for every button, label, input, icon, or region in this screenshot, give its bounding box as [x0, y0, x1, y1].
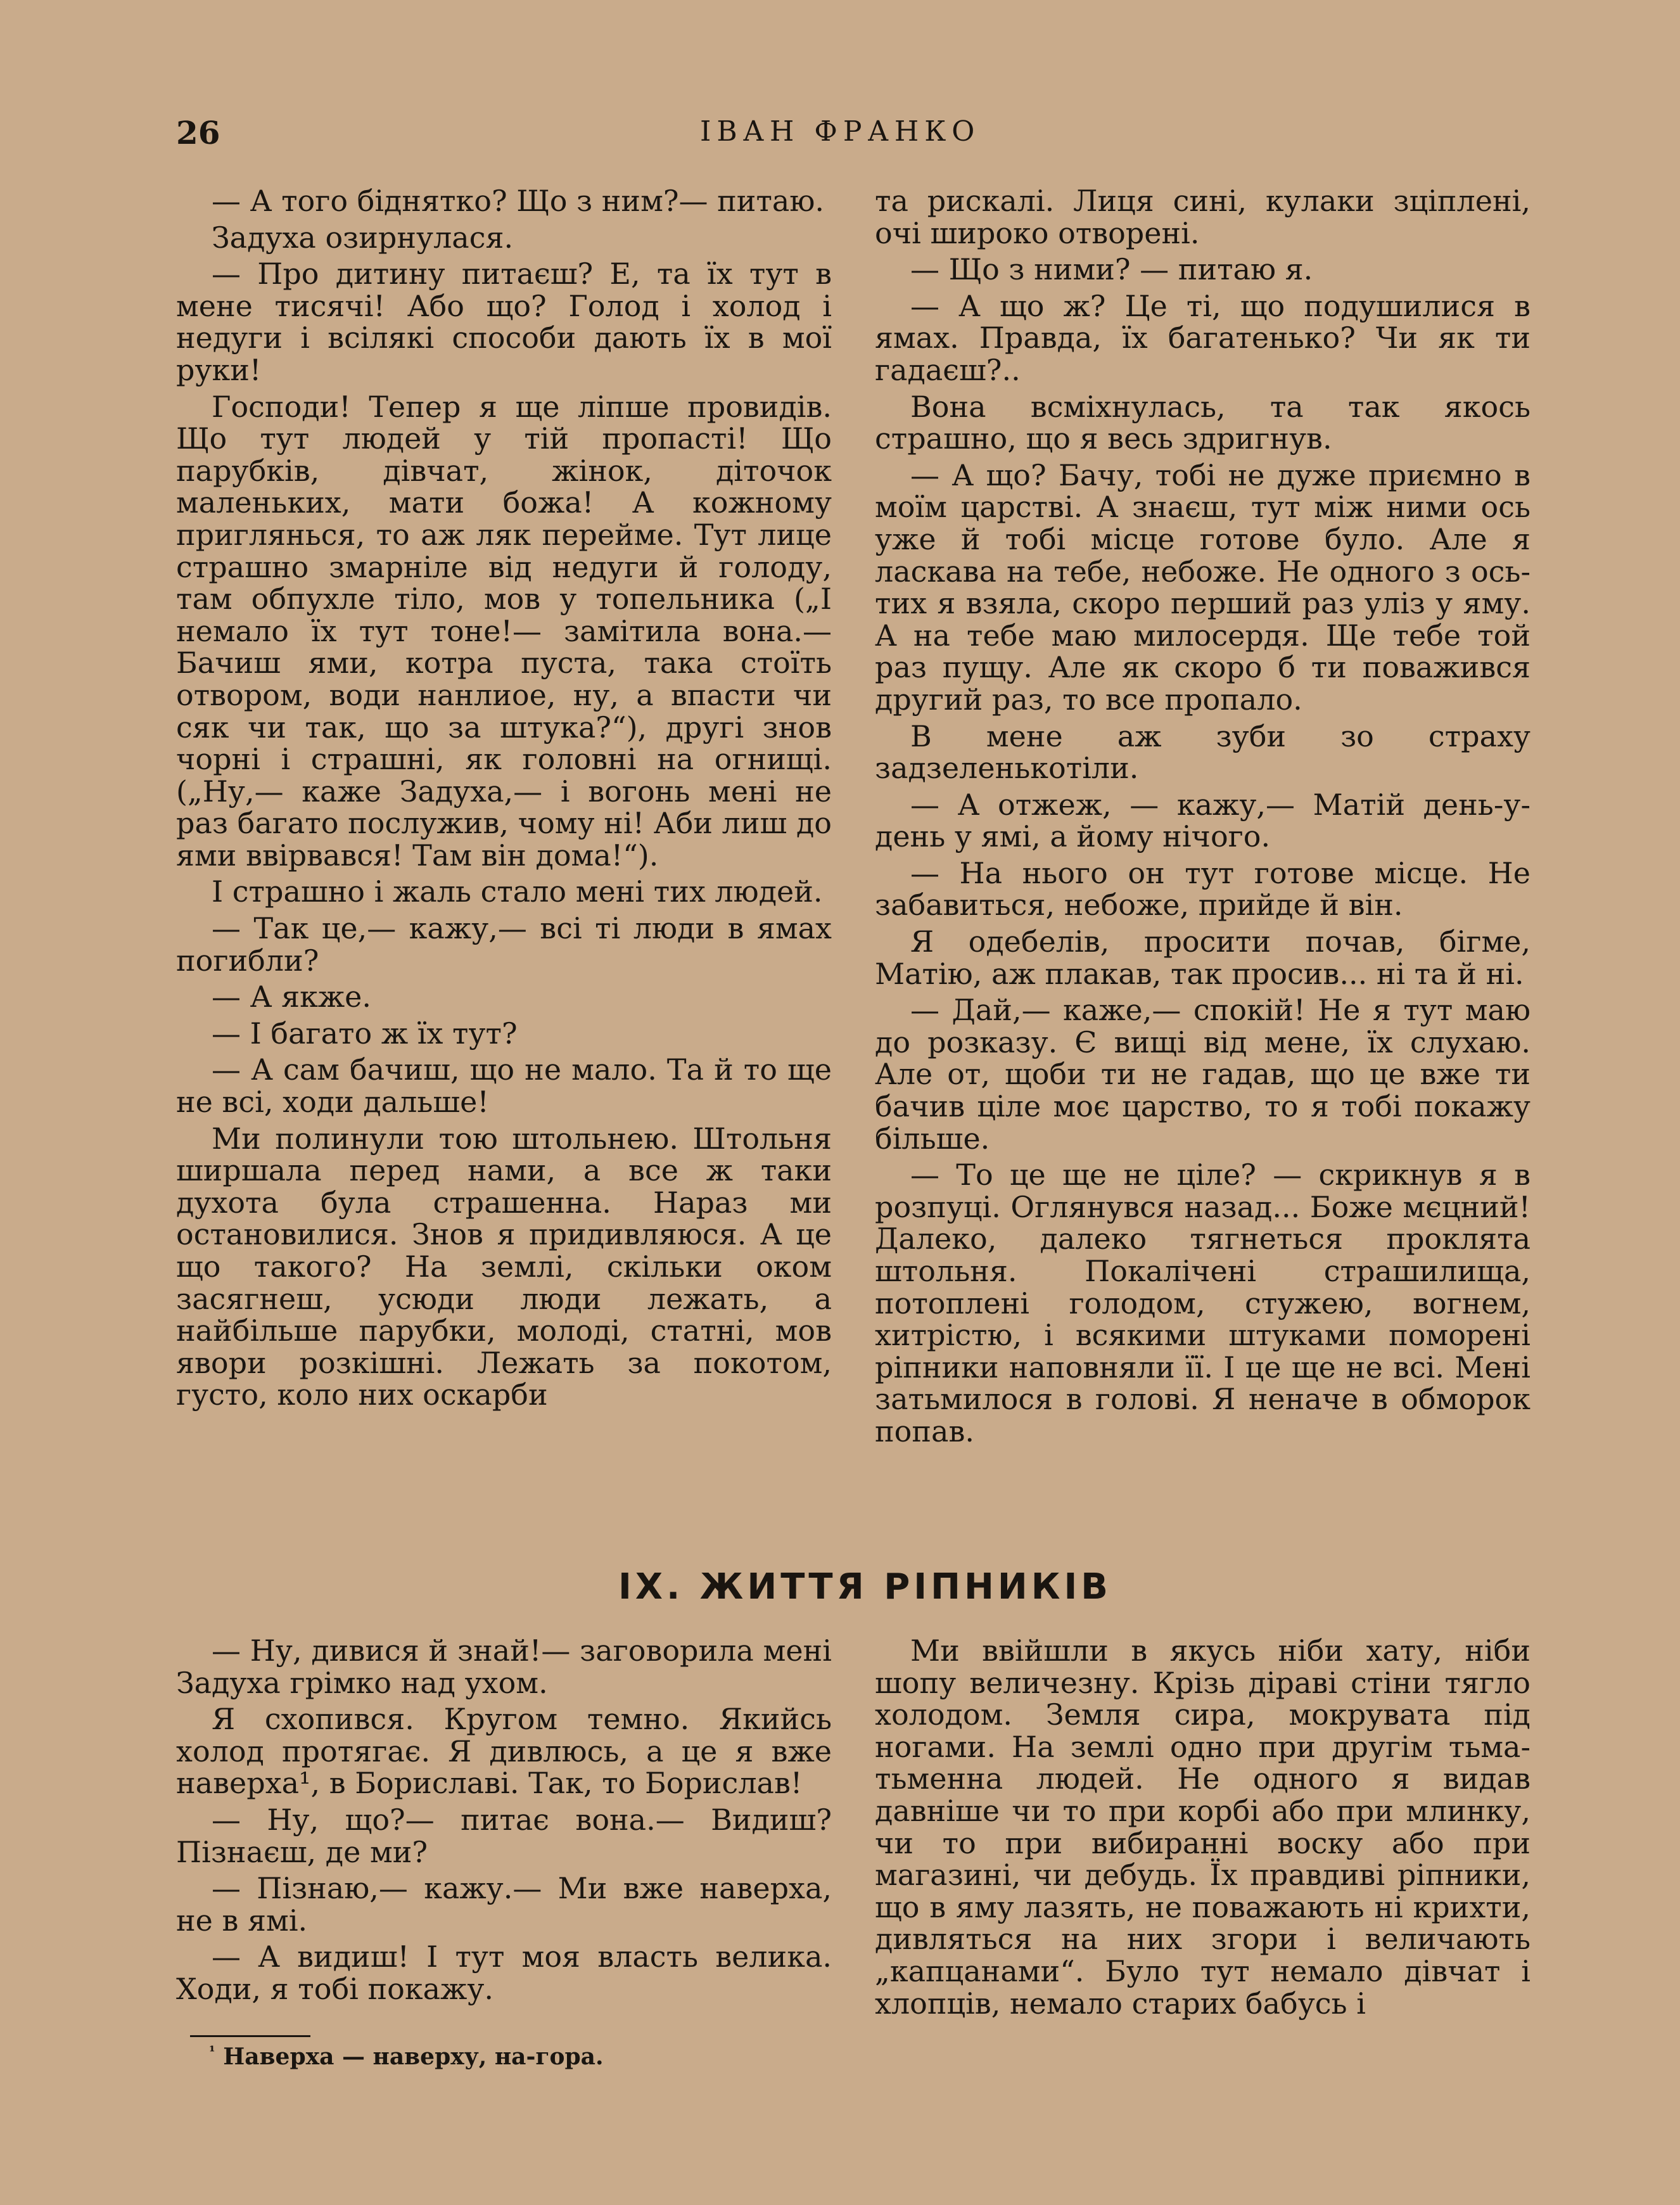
- paragraph: — А якже.: [212, 980, 372, 1014]
- paragraph: — І багато ж їх тут?: [212, 1016, 518, 1051]
- paragraph: І страшно і жаль стало мені тих людей.: [212, 874, 823, 909]
- paragraph: та рискалі. Лиця сині, кулаки зціплені, очі широко отворені.: [875, 184, 1530, 250]
- footnote-marker: ¹: [209, 2043, 215, 2060]
- paragraph: Вона всміхнулась, та так якось страшно, що я весь здригнув.: [875, 389, 1530, 456]
- paragraph: — А того біднятко? Що з ним?— питаю.: [212, 184, 824, 218]
- running-head: ІВАН ФРАНКО: [700, 115, 981, 148]
- paragraph: — А що? Бачу, тобі не дуже приємно в моїм царстві. А знаєш, тут між ними ось уже й тобі місце готове було. Але я ласкава на тебе, небоже. Не одного з ось-тих я взяла, скоро перший раз уліз у яму. А на тебе маю милосердя. Ще тебе той раз пущу. Але як скоро б ти поважився другий раз, то все пропало.: [875, 457, 1530, 717]
- footnote-text: Наверха — наверху, на-гора.: [223, 2043, 604, 2070]
- footnote-rule: [190, 2035, 310, 2037]
- paragraph: — Ну, що?— питає вона.— Видиш? Пізнаєш, де ми?: [176, 1802, 832, 1869]
- paragraph: — А видиш! І тут моя власть велика. Ходи, я тобі покажу.: [176, 1940, 832, 2006]
- paragraph: — Про дитину питаєш? Е, та їх тут в мене тисячі! Або що? Голод і холод і недуги і всілякі способи дають їх в мої руки!: [176, 257, 832, 387]
- column-top-right: [875, 185, 1530, 1452]
- column-bottom-left: [176, 1635, 832, 2010]
- paragraph: Господи! Тепер я ще ліпше провидів. Що тут людей у тій пропасті! Що парубків, дівчат, жінок, діточок маленьких, мати божа! А кожному приглянься, то аж ляк перейме. Тут лице страшно змарніле від недуги й голоду, там обпухле тіло, мов у топельника („І немало їх тут тоне!— замітила вона.— Бачиш ями, котра пуста, така стоїть отвором, води нанлиое, ну, а впасти чи сяк чи так, що за штука?“), другі знов чорні і страшні, як головні на огнищі. („Ну,— каже Задуха,— і вогонь мені не раз багато послужив, чому ні! Аби лиш до ями ввірвався! Там він дома!“).: [176, 389, 832, 872]
- page-number: 26: [176, 114, 220, 151]
- footnote: [209, 2038, 604, 2071]
- paragraph: Ми полинули тою штольнею. Штольня ширшала перед нами, а все ж таки духота була страшенна. Нараз ми остановилися. Знов я придивляюся. А це що такого? На землі, скільки оком засягнеш, усюди люди лежать, а найбільше парубки, молоді, статні, мов явори розкішні. Лежать за покотом, густо, коло них оскарби: [176, 1121, 832, 1412]
- column-bottom-right: [875, 1635, 1530, 2024]
- chapter-title: IX. ЖИТТЯ РІПНИКІВ: [618, 1566, 1112, 1607]
- paragraph: — Що з ними? — питаю я.: [910, 252, 1313, 287]
- paragraph: — А отжеж, — кажу,— Матій день-у-день у ямі, а йому нічого.: [875, 787, 1530, 854]
- paragraph: Я одебелів, просити почав, бігме, Матію, аж плакав, так просив... ні та й ні.: [875, 924, 1530, 991]
- paragraph: — А що ж? Це ті, що подушилися в ямах. Правда, їх багатенько? Чи як ти гадаєш?..: [875, 288, 1530, 387]
- paragraph: Ми ввійшли в якусь ніби хату, ніби шопу величезну. Крізь діраві стіни тягло холодом. Земля сира, мокрувата під ногами. На землі одно при другім тьма-тьменна людей. Не одного я видав давніше чи то при корбі або при млинку, чи то при вибиранні воску або при магазині, чи дебудь. Їх правдиві ріпники, що в яму лазять, не поважають ні крихти, дивляться на них згори і величають „капцанами“. Було тут немало дівчат і хлопців, немало старих бабусь і: [875, 1633, 1530, 2021]
- paragraph: Задуха озирнулася.: [212, 220, 514, 255]
- paragraph: — Так це,— кажу,— всі ті люди в ямах погибли?: [176, 911, 832, 978]
- paragraph: — А сам бачиш, що не мало. Та й то ще не всі, ходи дальше!: [176, 1052, 832, 1120]
- paragraph: — Ну, дивися й знай!— заговорила мені Задуха грімко над ухом.: [176, 1633, 832, 1700]
- paragraph: — То це ще не ціле? — скрикнув я в розпуці. Оглянувся назад... Боже мєцний! Далеко, далеко тягнеться проклята штольня. Покалічені страшилища, потоплені голодом, стужею, вогнем, хитрістю, і всякими штуками поморені ріпники наповняли її. І це ще не всі. Мені затьмилося в голові. Я неначе в обморок попав.: [875, 1158, 1530, 1448]
- paragraph: — Дай,— каже,— спокій! Не я тут маю до розказу. Є вищі від мене, їх слухаю. Але от, щоби ти не гадав, що це вже ти бачив ціле моє царство, то я тобі покажу більше.: [875, 993, 1530, 1156]
- paragraph: — На нього он тут готове місце. Не забавиться, небоже, прийде й він.: [875, 855, 1530, 923]
- paragraph: — Пізнаю,— кажу.— Ми вже наверха, не в ямі.: [176, 1871, 832, 1938]
- paragraph: Я схопився. Кругом темно. Якийсь холод протягає. Я дивлюсь, а це я вже наверха¹, в Бориславі. Так, то Борислав!: [176, 1702, 832, 1801]
- paragraph: В мене аж зуби зо страху задзеленькотіли.: [875, 719, 1530, 786]
- column-top-left: [176, 185, 832, 1416]
